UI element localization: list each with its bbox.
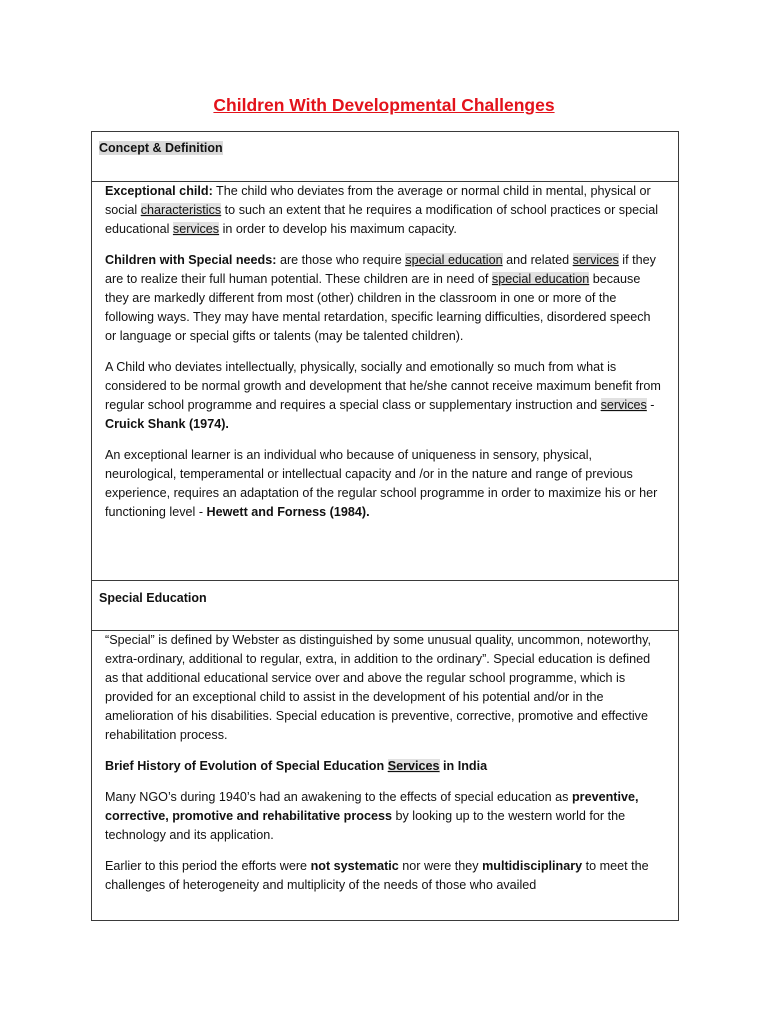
link-services[interactable]: Services (387, 759, 440, 773)
paragraph-earlier-efforts: Earlier to this period the efforts were not systematic nor were they multidisciplinary to meet the challenges of heterogeneity and multiplicity of the needs of those who availed (105, 859, 649, 892)
section-header-label: Special Education (99, 591, 207, 605)
paragraph-exceptional-child: Exceptional child: The child who deviates from the average or normal child in mental, physical or social characteristics to such an extent that he requires a modification of school practices or special educational services in order to develop his maximum capacity. (105, 184, 659, 236)
link-special-education[interactable]: special education (491, 272, 590, 286)
section-body-concept (91, 181, 679, 581)
link-services[interactable]: services (600, 398, 647, 412)
paragraph-hewett-forness: An exceptional learner is an individual who because of uniqueness in sensory, physical, neurological, temperamental or intellectual capacity and /or in the nature and range of previous experience, requires an adaptation of the regular school programme in order to maximize his or her functioning level - Hewett and Forness (1984). (105, 448, 658, 519)
paragraph-special-needs: Children with Special needs: are those who require special education and related services if they are to realize their full human potential. These children are in need of special education because they are markedly different from most (other) children in the classroom in one or more of the following ways. They may have mental retardation, specific learning difficulties, disordered speech or language or special gifts or talents (may be talented children). (105, 253, 656, 343)
term-special-needs: Children with Special needs: (105, 253, 277, 267)
link-characteristics[interactable]: characteristics (140, 203, 222, 217)
section-body-special-education (91, 630, 679, 921)
section-header-special-education (91, 580, 679, 631)
link-services[interactable]: services (572, 253, 619, 267)
citation-hewett-forness: Hewett and Forness (1984). (206, 505, 370, 519)
document-title: Children With Developmental Challenges (213, 95, 555, 115)
paragraph-webster-definition: “Special” is defined by Webster as distinguished by some unusual quality, uncommon, noteworthy, extra-ordinary, additional to regular, extra, in addition to the ordinary”. Special education is defined as that additional educational service over and above the regular school programme, which is provided for an exceptional child to assist in the development of his potential and/or in the amelioration of his disabilities. Special education is preventive, corrective, promotive and effective rehabilitation process. (105, 633, 652, 742)
term-exceptional-child: Exceptional child: (105, 184, 213, 198)
link-services[interactable]: services (172, 222, 220, 236)
paragraph-ngo-history: Many NGO’s during 1940’s had an awakening to the effects of special education as preventive, corrective, promotive and rehabilitative process by looking up to the western world for the technology and its application. (105, 790, 639, 842)
section-header-label: Concept & Definition (99, 141, 223, 155)
link-special-education[interactable]: special education (405, 253, 503, 267)
section-header-concept (91, 131, 679, 182)
paragraph-cruick-shank: A Child who deviates intellectually, physically, socially and emotionally so much from what is considered to be normal growth and development that he/she cannot receive maximum benefit from regular school programme and requires a special class or supplementary instruction and services - Cruick Shank (1974). (105, 360, 661, 431)
paragraph-history-heading: Brief History of Evolution of Special Education Services in India (105, 759, 488, 773)
citation-cruick-shank: Cruick Shank (1974). (105, 417, 229, 431)
